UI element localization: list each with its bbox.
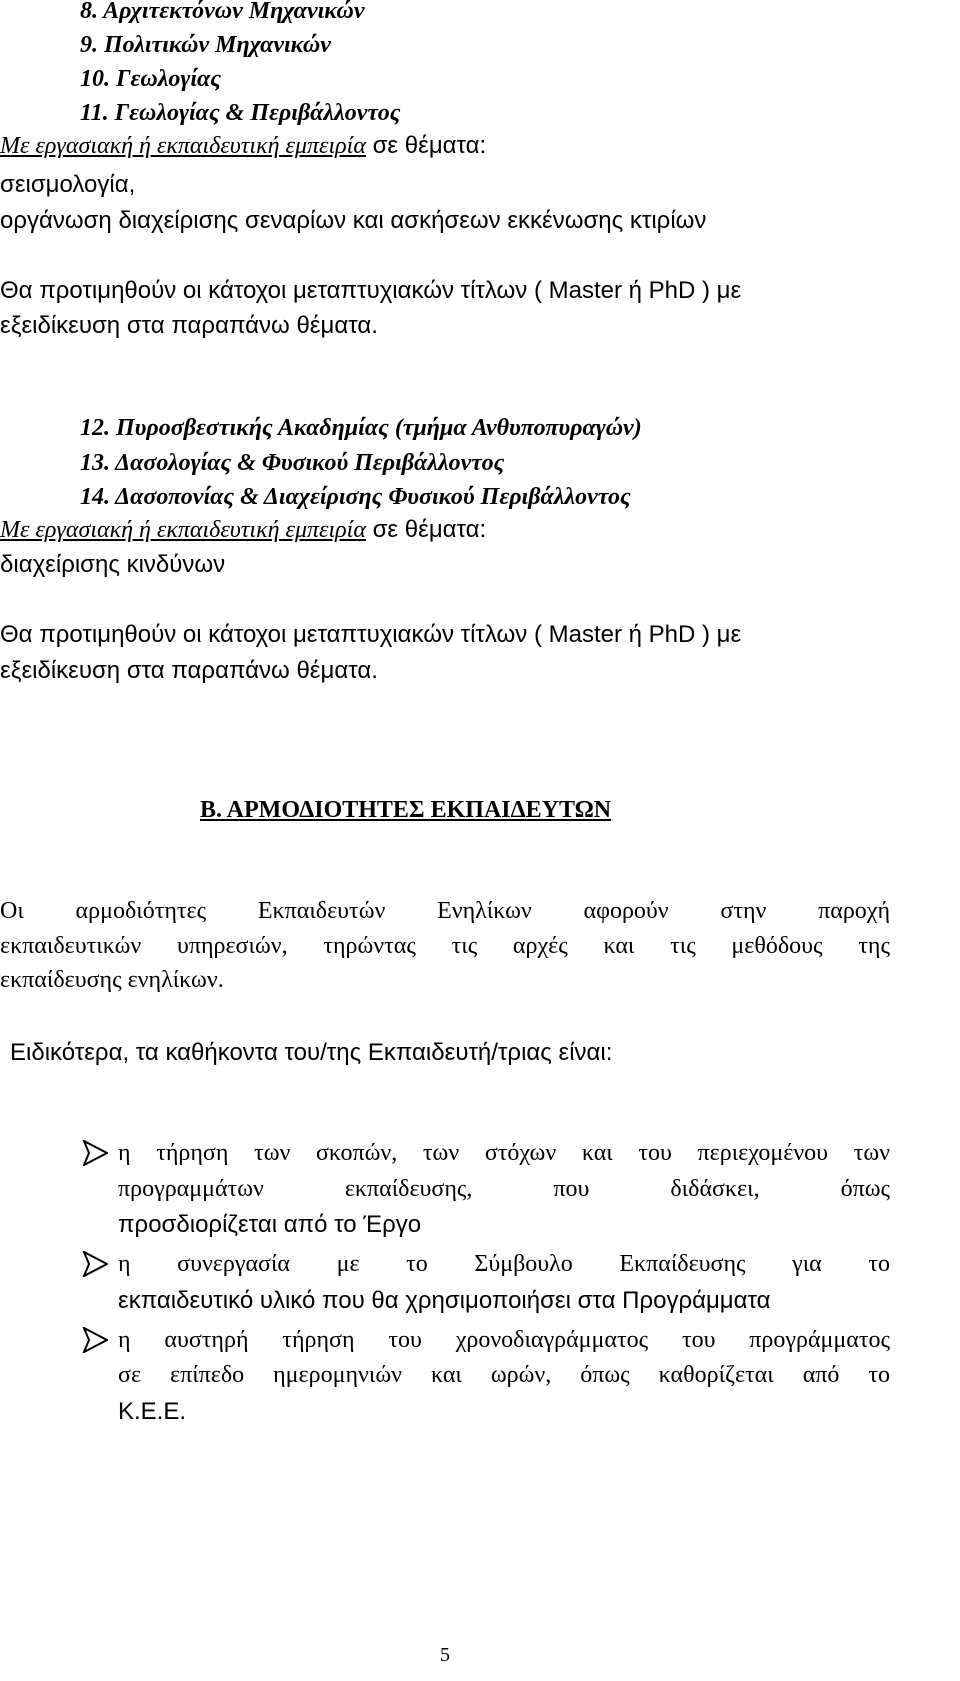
experience-line-a — [0, 131, 486, 161]
section-heading: Β. ΑΡΜΟΔΙΟΤΗΤΕΣ ΕΚΠΑΙΔΕΥΤΩΝ — [200, 797, 612, 823]
topic-evacuation: οργάνωση διαχείρισης σεναρίων και ασκήσεων εκκένωσης κτιρίων — [0, 207, 707, 234]
arrowhead-bullet-icon — [82, 1251, 108, 1277]
intro-line-2: εκπαιδευτικών υπηρεσιών, τηρώντας τις αρχές και τις μεθόδους της — [0, 933, 890, 959]
bullet-1-line-2: προγραμμάτων εκπαίδευσης, που διδάσκει, όπως — [118, 1176, 890, 1202]
topic-risk-management: διαχείρισης κινδύνων — [0, 551, 226, 578]
experience-suffix: σε θέματα: — [365, 132, 487, 159]
preference-line-2: εξειδίκευση στα παραπάνω θέματα. — [0, 312, 378, 339]
topic-seismology: σεισμολογία, — [0, 171, 136, 198]
preference-line-1: Θα προτιμηθούν οι κάτοχοι μεταπτυχιακών τίτλων ( Master ή PhD ) με — [0, 277, 742, 304]
experience-emphasis: Με εργασιακή ή εκπαιδευτική εμπειρία — [0, 133, 366, 159]
list-item-10: 10. Γεωλογίας — [80, 66, 221, 92]
list-item-13: 13. Δασολογίας & Φυσικού Περιβάλλοντος — [80, 450, 505, 476]
bullet-1-line-1: η τήρηση των σκοπών, των στόχων και του περιεχομένου των — [118, 1140, 890, 1166]
page-number: 5 — [440, 1644, 450, 1666]
bullet-1-line-3: προσδιορίζεται από το Έργο — [118, 1211, 422, 1238]
list-item-11: 11. Γεωλογίας & Περιβάλλοντος — [80, 100, 401, 126]
experience-emphasis: Με εργασιακή ή εκπαιδευτική εμπειρία — [0, 517, 366, 543]
intro-line-1: Οι αρμοδιότητες Εκπαιδευτών Ενηλίκων αφορούν στην παροχή — [0, 898, 890, 924]
experience-line-b — [0, 515, 486, 545]
bullet-3-line-1: η αυστηρή τήρηση του χρονοδιαγράμματος του προγράμματος — [118, 1327, 890, 1353]
arrowhead-bullet-icon — [82, 1327, 108, 1353]
intro-line-3: εκπαίδευσης ενηλίκων. — [0, 967, 224, 993]
experience-suffix: σε θέματα: — [365, 516, 487, 543]
list-item-9: 9. Πολιτικών Μηχανικών — [80, 32, 331, 58]
bullet-2-line-1: η συνεργασία με το Σύμβουλο Εκπαίδευσης για το — [118, 1251, 890, 1277]
duties-intro: Ειδικότερα, τα καθήκοντα του/της Εκπαιδευτή/τριας είναι: — [10, 1039, 613, 1066]
list-item-14: 14. Δασοπονίας & Διαχείρισης Φυσικού Περιβάλλοντος — [80, 484, 631, 510]
bullet-2-line-2: εκπαιδευτικό υλικό που θα χρησιμοποιήσει στα Προγράμματα — [118, 1287, 771, 1314]
bullet-3-line-2: σε επίπεδο ημερομηνιών και ωρών, όπως καθορίζεται από το — [118, 1362, 890, 1388]
preference-line-1: Θα προτιμηθούν οι κάτοχοι μεταπτυχιακών τίτλων ( Master ή PhD ) με — [0, 621, 742, 648]
list-item-8: 8. Αρχιτεκτόνων Μηχανικών — [80, 0, 365, 24]
preference-line-2: εξειδίκευση στα παραπάνω θέματα. — [0, 657, 378, 684]
bullet-3-line-3: Κ.Ε.Ε. — [118, 1398, 187, 1425]
list-item-12: 12. Πυροσβεστικής Ακαδημίας (τμήμα Ανθυποπυραγών) — [80, 415, 642, 441]
arrowhead-bullet-icon — [82, 1140, 108, 1166]
